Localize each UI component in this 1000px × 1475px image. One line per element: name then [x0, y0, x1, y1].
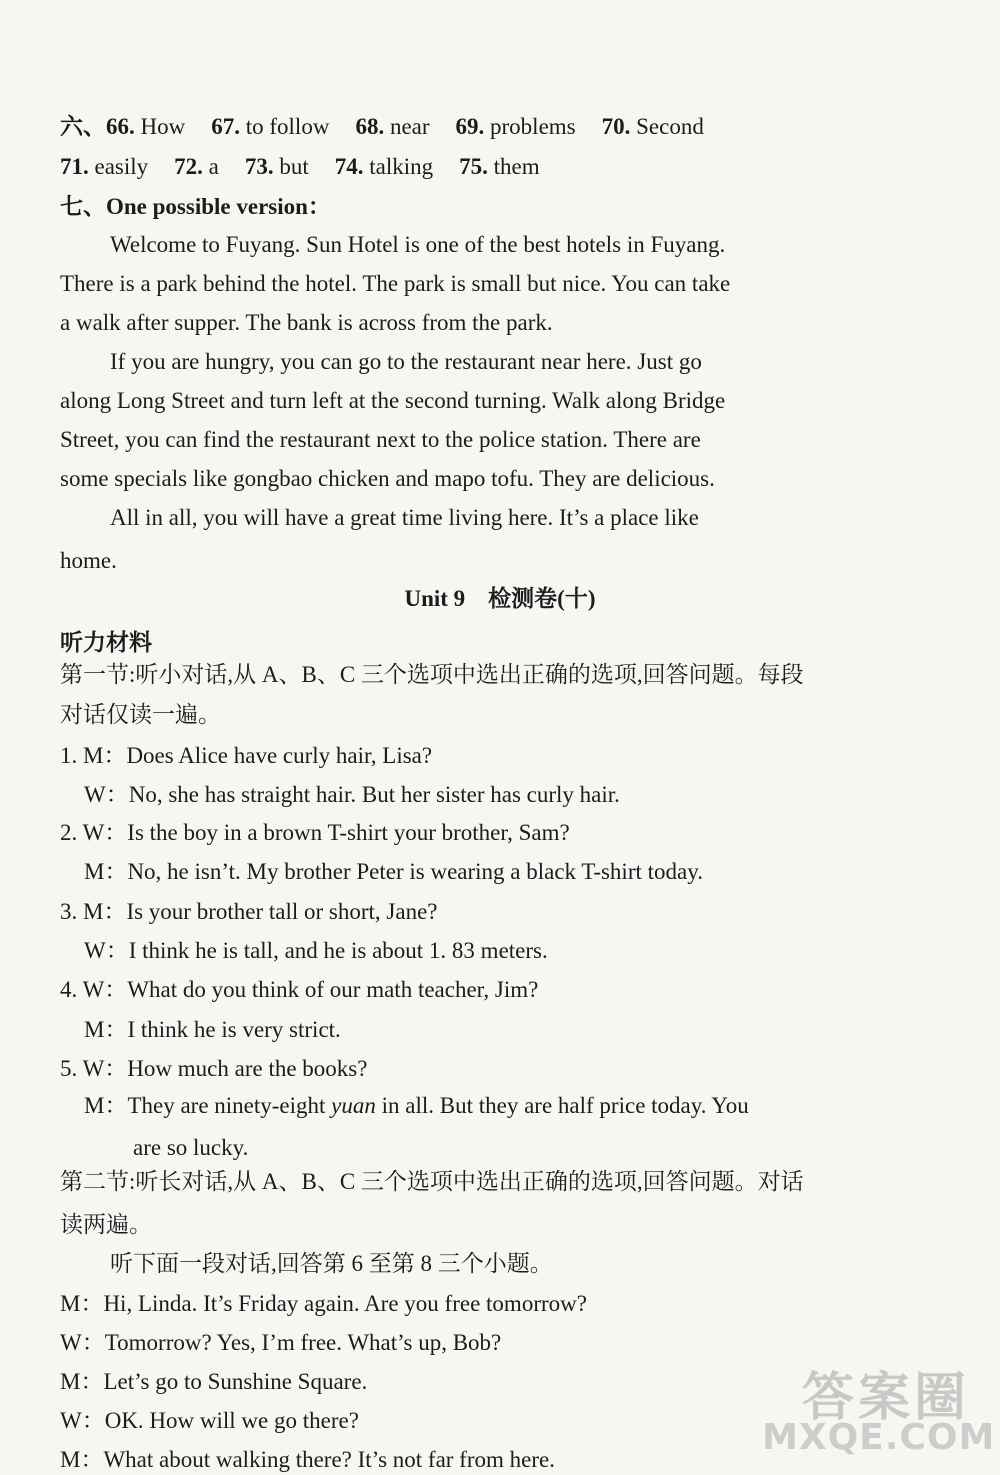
answer-text: Second	[636, 114, 704, 139]
answer-text: problems	[490, 114, 576, 139]
answer-number: 75.	[459, 154, 488, 179]
answers-line-1	[60, 112, 870, 142]
answer-number: 69.	[455, 114, 485, 139]
essay-line: Street, you can find the restaurant next to the police station. There are	[60, 427, 701, 452]
answer-number: 70.	[601, 114, 631, 139]
conversation-instruction: 听下面一段对话,回答第 6 至第 8 三个小题。	[110, 1251, 553, 1276]
dialogue-line: are so lucky.	[133, 1135, 249, 1160]
listening-heading: 听力材料	[60, 630, 152, 655]
dialogue-line: W：I think he is tall, and he is about 1. 83 meters.	[84, 938, 548, 963]
dialogue-line: 4. W：What do you think of our math teacher, Jim?	[60, 977, 539, 1002]
section-label: 六、	[60, 114, 106, 139]
answer-text: a	[208, 154, 219, 179]
conversation-line: M：Hi, Linda. It’s Friday again. Are you free tomorrow?	[60, 1291, 587, 1316]
answer-number: 66.	[106, 114, 135, 139]
dialogue-text: in all. But they are half price today. You	[375, 1093, 749, 1118]
answer-number: 74.	[334, 154, 364, 179]
dialogue-line: 5. W：How much are the books?	[60, 1056, 368, 1081]
answer-text: easily	[94, 154, 149, 179]
answer-number: 72.	[174, 154, 203, 179]
answer-text: near	[389, 114, 430, 139]
essay-line: some specials like gongbao chicken and mapo tofu. They are delicious.	[60, 466, 715, 491]
dialogue-line: 3. M：Is your brother tall or short, Jane?	[60, 899, 438, 924]
answer-text: but	[279, 154, 309, 179]
answer-number: 68.	[355, 114, 385, 139]
part1-instructions: 第一节:听小对话,从 A、B、C 三个选项中选出正确的选项,回答问题。每段	[60, 662, 804, 687]
dialogue-line: M：I think he is very strict.	[84, 1017, 341, 1042]
answer-number: 73.	[244, 154, 274, 179]
conversation-line: M：Let’s go to Sunshine Square.	[60, 1369, 368, 1394]
answer-text: to follow	[245, 114, 330, 139]
conversation-line: W：Tomorrow? Yes, I’m free. What’s up, Bob?	[60, 1330, 502, 1355]
part1-instructions: 对话仅读一遍。	[60, 702, 221, 727]
part2-instructions: 第二节:听长对话,从 A、B、C 三个选项中选出正确的选项,回答问题。对话	[60, 1169, 804, 1194]
dialogue-line: M：No, he isn’t. My brother Peter is wearing a black T-shirt today.	[84, 859, 703, 884]
essay-line: There is a park behind the hotel. The park is small but nice. You can take	[60, 271, 731, 296]
answer-text: How	[140, 114, 186, 139]
watermark-logo	[742, 1355, 996, 1465]
essay-line: All in all, you will have a great time living here. It’s a place like	[110, 505, 699, 530]
answers-line-2	[60, 152, 870, 182]
dialogue-text: M：They are ninety-eight	[84, 1093, 332, 1118]
unit-title: Unit 9 检测卷(十)	[404, 586, 596, 611]
dialogue-line: W：No, she has straight hair. But her sister has curly hair.	[84, 782, 620, 807]
answer-text: talking	[369, 154, 434, 179]
dialogue-line	[84, 1091, 870, 1121]
essay-line: a walk after supper. The bank is across from the park.	[60, 310, 553, 335]
dialogue-line: 2. W：Is the boy in a brown T-shirt your brother, Sam?	[60, 820, 570, 845]
section7-heading: 七、One possible version：	[60, 194, 331, 219]
answer-number: 71.	[60, 154, 89, 179]
watermark-url: MXQE.COM	[762, 1417, 996, 1458]
essay-line: along Long Street and turn left at the second turning. Walk along Bridge	[60, 388, 726, 413]
answer-number: 67.	[211, 114, 240, 139]
part2-instructions: 读两遍。	[60, 1212, 152, 1237]
essay-line: home.	[60, 548, 117, 573]
dialogue-line: 1. M：Does Alice have curly hair, Lisa?	[60, 743, 433, 768]
answer-text: them	[493, 154, 540, 179]
dialogue-italic: yuan	[331, 1093, 376, 1118]
conversation-line: W：OK. How will we go there?	[60, 1408, 359, 1433]
essay-line: Welcome to Fuyang. Sun Hotel is one of the best hotels in Fuyang.	[110, 232, 726, 257]
watermark-logo-text: 答案圈	[802, 1368, 971, 1428]
essay-line: If you are hungry, you can go to the restaurant near here. Just go	[110, 349, 702, 374]
conversation-line: M：What about walking there? It’s not far from here.	[60, 1447, 555, 1472]
